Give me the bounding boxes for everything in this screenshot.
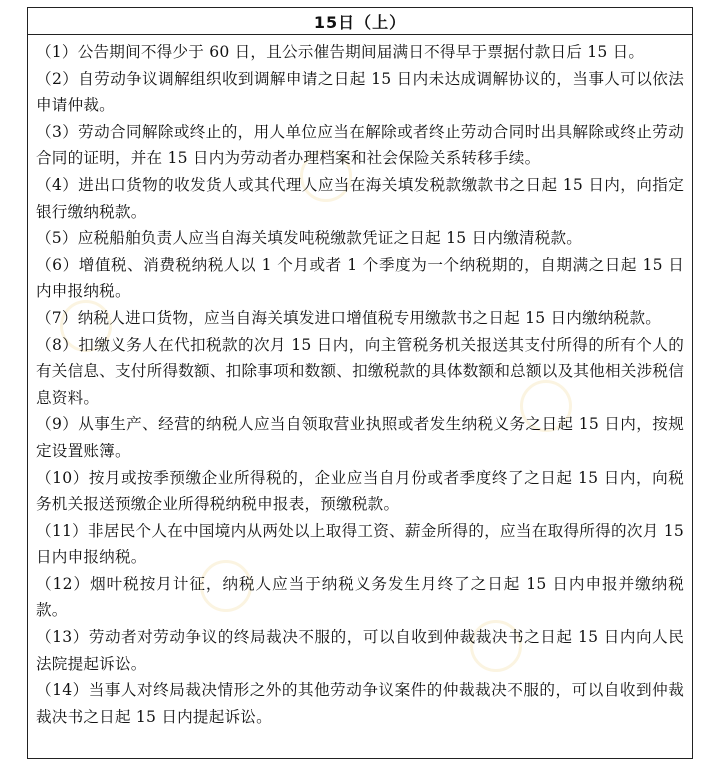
- list-item: （4）进出口货物的收发货人或其代理人应当在海关填发税款缴款书之日起 15 日内，向指定银行缴纳税款。: [36, 175, 684, 221]
- list-item: （11）非居民个人在中国境内从两处以上取得工资、薪金所得的，应当在取得所得的次月 15 日内申报纳税。: [36, 521, 684, 567]
- list-item: （2）自劳动争议调解组织收到调解申请之日起 15 日内未达成调解协议的，当事人可以依法申请仲裁。: [36, 69, 684, 115]
- list-item: （1）公告期间不得少于 60 日，且公示催告期间届满日不得早于票据付款日后 15 日。: [36, 43, 645, 61]
- list-item: （8）扣缴义务人在代扣税款的次月 15 日内，向主管税务机关报送其支付所得的所有个人的有关信息、支付所得数额、扣除事项和数额、扣缴税款的具体数额和总额以及其他相关涉税信息资料。: [36, 335, 684, 407]
- table-title: 15日（上）: [28, 8, 692, 35]
- list-item: （6）增值税、消费税纳税人以 1 个月或者 1 个季度为一个纳税期的，自期满之日起 15 日内申报纳税。: [36, 255, 684, 301]
- list-item: （3）劳动合同解除或终止的，用人单位应当在解除或者终止劳动合同时出具解除或终止劳动合同的证明，并在 15 日内为劳动者办理档案和社会保险关系转移手续。: [36, 122, 684, 168]
- list-item: （13）劳动者对劳动争议的终局裁决不服的，可以自收到仲裁裁决书之日起 15 日内向人民法院提起诉讼。: [36, 628, 684, 673]
- list-item: （7）纳税人进口货物，应当自海关填发进口增值税专用缴款书之日起 15 日内缴纳税款。: [36, 308, 662, 327]
- document-table: [27, 7, 693, 759]
- list-item: （14）当事人对终局裁决情形之外的其他劳动争议案件的仲裁裁决不服的，可以自收到仲裁裁决书之日起 15 日内提起诉讼。: [36, 681, 684, 726]
- list-item: （5）应税船舶负责人应当自海关填发吨税缴款凭证之日起 15 日内缴清税款。: [36, 229, 583, 248]
- list-item: （10）按月或按季预缴企业所得税的，企业应当自月份或者季度终了之日起 15 日内，向税务机关报送预缴企业所得税纳税申报表，预缴税款。: [36, 468, 684, 514]
- list-item: （9）从事生产、经营的纳税人应当自领取营业执照或者发生纳税义务之日起 15 日内，按规定设置账簿。: [36, 415, 684, 460]
- item-list: [28, 35, 692, 730]
- list-item: （12）烟叶税按月计征，纳税人应当于纳税义务发生月终了之日起 15 日内申报并缴纳税款。: [36, 574, 684, 620]
